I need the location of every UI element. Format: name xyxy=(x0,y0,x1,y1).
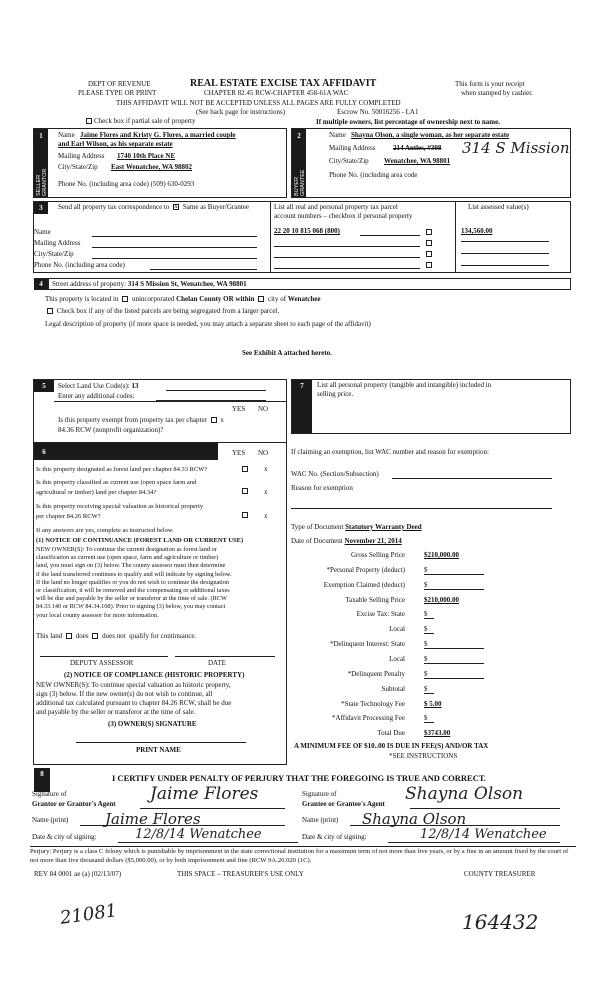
personal-deduct-value[interactable]: $ xyxy=(424,566,484,575)
section-7-badge: 7 xyxy=(292,380,312,392)
city-checkbox[interactable] xyxy=(258,296,264,302)
receipt-line-2: when stamped by cashier. xyxy=(461,89,533,97)
current-use-yes-checkbox[interactable] xyxy=(242,488,248,494)
doc-date-value[interactable]: November 21, 2014 xyxy=(344,537,402,545)
unincorporated-checkbox[interactable] xyxy=(122,296,128,302)
minimum-fee-note: A MINIMUM FEE OF $10..00 IS DUE IN FEE(S) AND/OR TAX xyxy=(294,742,489,750)
land-qualify: This land does does not qualify for continuance. xyxy=(36,632,197,640)
reason-line[interactable] xyxy=(291,508,552,509)
grantee-date-city[interactable]: 12/8/14 Wenatchee xyxy=(420,827,547,842)
notice-continuance-body: NEW OWNER(S): To continue the current designation as forest land or classification as current use (open space, farm and agriculture or timber) land, you must sign on (3) below. The county assessor must then determine if the land transferred continues to qualify and will indicate by signing below. If the land no longer qualifies or you do not wish to continue the designation or classification, it will be removed and the compensating or additional taxes will be due and payable by the seller or transferor at the time of sale. (RCW 84.33.140 or RCW 84.34.108). Prior to signing (3) below, you may contact your local county assessor for more information. xyxy=(36,546,232,619)
wac-label: WAC No. (Section/Subsection) xyxy=(291,470,379,478)
buyer-mail-struck: 214 Antles, #308 xyxy=(393,144,442,152)
gross-price-value[interactable]: $210,000.00 xyxy=(424,551,459,559)
corr-city-label: City/State/Zip xyxy=(34,250,74,258)
notice-compliance-title: (2) NOTICE OF COMPLIANCE (HISTORIC PROPERTY) xyxy=(64,671,245,679)
section-6-bar xyxy=(54,443,218,460)
grantee-name-print[interactable]: Shayna Olson xyxy=(362,810,467,828)
gross-price-label: Gross Selling Price xyxy=(350,551,405,559)
parcel-checkbox-4[interactable] xyxy=(426,262,432,268)
forest-no-mark: x xyxy=(264,465,268,473)
exemption-deduct-value[interactable]: $ xyxy=(424,581,484,590)
buyer-grantee-label: BUYER GRANTEE xyxy=(294,169,306,196)
sec3-divider-1 xyxy=(270,201,271,273)
section-7-bar xyxy=(292,392,312,433)
historic-q1: Is this property receiving special valuation as historical property xyxy=(36,503,204,510)
doc-type-value[interactable]: Statutory Warranty Deed xyxy=(345,523,422,531)
excise-local-value[interactable]: $ xyxy=(424,625,434,634)
owner-signature-label: (3) OWNER(S) SIGNATURE xyxy=(108,720,197,728)
delinq-int-local-label: Local xyxy=(389,655,405,663)
buyer-city-label: City/State/Zip xyxy=(329,157,369,165)
exempt-no-mark: x xyxy=(220,416,224,424)
street-address: Street address of property: 314 S Mission St, Wenatchee, WA 98801 xyxy=(52,280,247,288)
doc-type: Type of Document Statutory Warranty Deed xyxy=(291,523,422,531)
handwritten-number-left: 21081 xyxy=(58,900,119,929)
subtotal-label: Subtotal xyxy=(381,685,405,693)
assessed-value[interactable]: 134,560.00 xyxy=(461,227,493,235)
county-treasurer: COUNTY TREASURER xyxy=(464,870,536,878)
segregated-parcels: Check box if any of the listed parcels are being segregated from a larger parcel. xyxy=(45,307,279,315)
see-back: (See back page for instructions) xyxy=(196,108,286,116)
grantor-date-label: Date & city of signing: xyxy=(32,833,97,841)
section-3-badge: 3 xyxy=(34,202,48,214)
section-6-badge: 6 xyxy=(34,443,54,460)
processing-fee-value[interactable]: $ xyxy=(424,714,434,723)
rev-number: REV 84 0001 ae (a) (02/13/07) xyxy=(34,870,122,878)
corr-name-label: Name xyxy=(34,228,51,236)
taxable-price-label: Taxable Selling Price xyxy=(345,596,405,604)
additional-codes: Enter any additional codes: xyxy=(58,392,135,400)
corr-mail-label: Mailing Address xyxy=(34,239,81,247)
delinq-penalty-value[interactable]: $ xyxy=(424,670,484,679)
parcel-line-1 xyxy=(360,235,420,236)
sec6-no-header: NO xyxy=(258,449,269,457)
parcel-checkbox-1[interactable] xyxy=(426,229,432,235)
grantor-agent-label: Grantor or Grantor's Agent xyxy=(32,800,116,808)
assessed-line-3[interactable] xyxy=(461,253,549,254)
parcel-header-1: List all real and personal property tax parcel xyxy=(274,203,398,211)
sec5-yes-header: YES xyxy=(232,405,246,413)
sec6-yes-header: YES xyxy=(232,449,246,457)
property-location: This property is located in unincorporated Chelan County OR within city of Wenatchee xyxy=(45,295,321,303)
land-use-code: Select Land Use Code(s): 13 xyxy=(58,382,139,390)
owner-signature-line[interactable] xyxy=(76,742,246,743)
seller-mail-label: Mailing Address xyxy=(58,152,105,160)
parcel-header-2: account numbers – checkbox if personal property xyxy=(274,212,413,220)
grantee-sig-label: Signature of xyxy=(302,790,337,798)
form-chapter: CHAPTER 82.45 RCW-CHAPTER 458-61A WAC xyxy=(204,89,349,97)
buyer-mail-handwritten[interactable]: 314 S Mission xyxy=(462,139,570,157)
seller-name-2[interactable]: and Earl Wilson, as his separate estate xyxy=(58,140,173,148)
assessed-line-2[interactable] xyxy=(461,241,549,242)
delinq-int-state-value[interactable]: $ xyxy=(424,640,484,649)
delinq-penalty-label: *Delinquent Penalty xyxy=(347,670,405,678)
parcel-number[interactable]: 22 20 10 815 068 (800) xyxy=(274,227,340,235)
certify-statement: I CERTIFY UNDER PENALTY OF PERJURY THAT THE FOREGOING IS TRUE AND CORRECT. xyxy=(112,773,487,783)
seller-grantor-label: SELLER GRANTOR xyxy=(36,168,48,196)
deputy-assessor-label: DEPUTY ASSESSOR xyxy=(70,659,134,667)
buyer-name-label: Name xyxy=(329,131,346,139)
does-not-checkbox[interactable] xyxy=(92,633,98,639)
does-checkbox[interactable] xyxy=(66,633,72,639)
buyer-phone[interactable]: Phone No. (including area code xyxy=(329,171,418,179)
segregated-checkbox[interactable] xyxy=(47,308,53,314)
doc-date: Date of Document November 21, 2014 xyxy=(291,537,402,545)
warning-text: THIS AFFIDAVIT WILL NOT BE ACCEPTED UNLESS ALL PAGES ARE FULLY COMPLETED xyxy=(116,99,401,107)
personal-deduct-label: *Personal Property (deduct) xyxy=(326,566,405,574)
form-title: REAL ESTATE EXCISE TAX AFFIDAVIT xyxy=(190,78,377,89)
correspondence-text: Send all property tax correspondence to x Same as Buyer/Grantee xyxy=(58,202,249,211)
excise-state-label: Excise Tax: State xyxy=(356,610,405,618)
grantee-name-print-label: Name (print) xyxy=(302,816,339,824)
grantor-name-print-label: Name (print) xyxy=(32,816,69,824)
excise-state-value[interactable]: $ xyxy=(424,610,434,619)
see-instructions: *SEE INSTRUCTIONS xyxy=(389,752,458,760)
grantee-date-line[interactable] xyxy=(388,842,560,843)
if-yes-note: If any answers are yes, complete as instructed below. xyxy=(36,527,174,534)
reason-label: Reason for exemption xyxy=(291,484,353,492)
corr-phone-line[interactable] xyxy=(150,269,257,270)
parcel-checkbox-2[interactable] xyxy=(426,240,432,246)
corr-city-line[interactable] xyxy=(92,258,257,259)
personal-property-2: selling price. xyxy=(317,390,354,398)
seller-name-label: Name xyxy=(58,131,75,139)
parcel-line-2[interactable] xyxy=(274,246,420,247)
partial-sale-checkbox[interactable] xyxy=(86,118,92,124)
seller-city-value[interactable]: East Wenatchee, WA 98802 xyxy=(111,163,193,171)
subtotal-value[interactable]: $ xyxy=(424,685,434,694)
seller-mail-value[interactable]: 1740 10th Place NE xyxy=(117,152,176,160)
print-name-label: PRINT NAME xyxy=(136,746,181,754)
historic-no-mark: x xyxy=(264,512,268,520)
assessor-date-label: DATE xyxy=(208,659,226,667)
delinq-int-state-label: *Delinquent Interest: State xyxy=(329,640,405,648)
buyer-name[interactable]: Shayna Olson, a single woman, as her separate estate xyxy=(351,131,510,139)
parcel-line-4[interactable] xyxy=(274,268,420,269)
excise-local-label: Local xyxy=(389,625,405,633)
grantor-name-print[interactable]: Jaime Flores xyxy=(105,810,201,828)
treasurer-use: THIS SPACE – TREASURER'S USE ONLY xyxy=(177,870,304,878)
escrow-number: Escrow No. 50016256 - LA1 xyxy=(337,108,419,116)
please-type: PLEASE TYPE OR PRINT xyxy=(78,89,157,97)
assessed-header: List assessed value(s) xyxy=(468,203,529,211)
seller-phone[interactable]: Phone No. (including area code) (509) 630-0293 xyxy=(58,180,195,188)
sec5-no-header: NO xyxy=(258,405,269,413)
perjury-rule xyxy=(30,846,576,847)
same-as-buyer-checkbox[interactable]: x xyxy=(174,202,178,211)
exemption-note: If claiming an exemption, list WAC number and reason for exemption: xyxy=(291,448,489,456)
parcel-checkbox-3[interactable] xyxy=(426,251,432,257)
section-4-badge: 4 xyxy=(34,278,48,290)
grantor-sig-label: Signature of xyxy=(32,790,67,798)
total-due-label: Total Due xyxy=(377,729,405,737)
assessed-line-4[interactable] xyxy=(461,265,549,266)
current-use-q1: Is this property classified as current use (open space farm and xyxy=(36,479,197,486)
exempt-question: Is this property exempt from property tax per chapter x xyxy=(58,416,224,424)
additional-codes-line[interactable] xyxy=(156,400,266,401)
forest-land-q: Is this property designated as forest land per chapter 84.33 RCW? xyxy=(36,466,208,473)
total-due-value[interactable]: $3743.00 xyxy=(424,729,451,737)
deputy-assessor-line[interactable] xyxy=(40,656,168,657)
legal-description-label: Legal description of property (if more space is needed, you may attach a separate sheet to each page of the affidavit) xyxy=(45,320,371,328)
personal-property-1: List all personal property (tangible and intangible) included in xyxy=(317,381,492,389)
grantee-date-label: Date & city of signing: xyxy=(302,833,367,841)
section-8-badge: 8 xyxy=(34,768,50,780)
section-1-badge: 1 xyxy=(34,129,48,197)
multiple-owners-note: If multiple owners, list percentage of ownership next to name. xyxy=(316,118,500,126)
perjury-text: Perjury: Perjury is a class C felony which is punishable by imprisonment in the state correctional institution for a maximum term of not more than five years, or by a fine in an amount fixed by the court of not more than five thousand dollars ($5,000.00), or by both imprisonment and fine (RCW 9A.20.020 (1C). xyxy=(30,848,569,864)
forest-yes-checkbox[interactable] xyxy=(242,466,248,472)
exempt-yes-checkbox[interactable] xyxy=(211,417,217,423)
exempt-question-2: 84.36 RCW (nonprofit organization)? xyxy=(58,426,164,434)
historic-yes-checkbox[interactable] xyxy=(242,512,248,518)
buyer-city-value[interactable]: Wenatchee, WA 98801 xyxy=(384,157,451,165)
grantor-date-city[interactable]: 12/8/14 Wenatchee xyxy=(135,827,262,842)
grantee-sig-line[interactable] xyxy=(410,808,560,809)
seller-name-1[interactable]: Jaime Flores and Kristy G. Flores, a married couple xyxy=(80,131,236,139)
parcel-line-3[interactable] xyxy=(274,257,420,258)
wac-line[interactable] xyxy=(392,478,552,479)
sec3-divider-2 xyxy=(455,201,456,273)
partial-sale: Check box if partial sale of property xyxy=(84,117,195,125)
exhibit-note[interactable]: See Exhibit A attached hereto. xyxy=(242,349,332,357)
historic-q2: per chapter 84.26 RCW? xyxy=(36,513,101,520)
corr-mail-line[interactable] xyxy=(92,247,257,248)
current-use-q2: agricultural or timber) land per chapter 84.34? xyxy=(36,489,157,496)
section-2-badge: 2 xyxy=(292,129,306,197)
exemption-deduct-label: Exemption Claimed (deduct) xyxy=(323,581,405,589)
processing-fee-label: *Affidavit Processing Fee xyxy=(332,714,405,722)
grantor-signature[interactable]: Jaime Flores xyxy=(150,784,259,804)
seller-city-label: City/State/Zip xyxy=(58,163,98,171)
corr-name-line[interactable] xyxy=(92,236,257,237)
section-5-badge: 5 xyxy=(34,380,54,392)
notice-compliance-body: NEW OWNER(S): To continue special valuation as historic property, sign (3) below. If the new owner(s) do not wish to continue, all additional tax calculated pursuant to chapter 84.26 RCW, shall be due and payable by the seller or transferor at the time of sale. xyxy=(36,681,232,716)
delinq-int-local-value[interactable]: $ xyxy=(424,655,484,664)
corr-phone-label: Phone No. (including area code) xyxy=(34,261,125,269)
taxable-price-value[interactable]: $210,000.00 xyxy=(424,596,459,604)
receipt-line-1: This form is your receipt xyxy=(455,80,525,88)
grantor-date-line[interactable] xyxy=(118,842,298,843)
buyer-mail-label: Mailing Address xyxy=(329,144,376,152)
tech-fee-label: *State Technology Fee xyxy=(341,700,405,708)
land-use-line[interactable] xyxy=(166,390,266,391)
handwritten-number-right: 164432 xyxy=(462,910,539,934)
grantee-signature[interactable]: Shayna Olson xyxy=(405,784,524,804)
grantor-sig-line[interactable] xyxy=(140,808,285,809)
current-use-no-mark: x xyxy=(264,488,268,496)
dept-of-revenue: DEPT OF REVENUE xyxy=(88,80,151,88)
assessor-date-line[interactable] xyxy=(175,656,275,657)
notice-continuance-title: (1) NOTICE OF CONTINUANCE (FOREST LAND OR CURRENT USE) xyxy=(36,537,244,544)
grantee-agent-label: Grantee or Grantee's Agent xyxy=(302,800,385,808)
tech-fee-value[interactable]: $ 5.00 xyxy=(424,700,442,708)
